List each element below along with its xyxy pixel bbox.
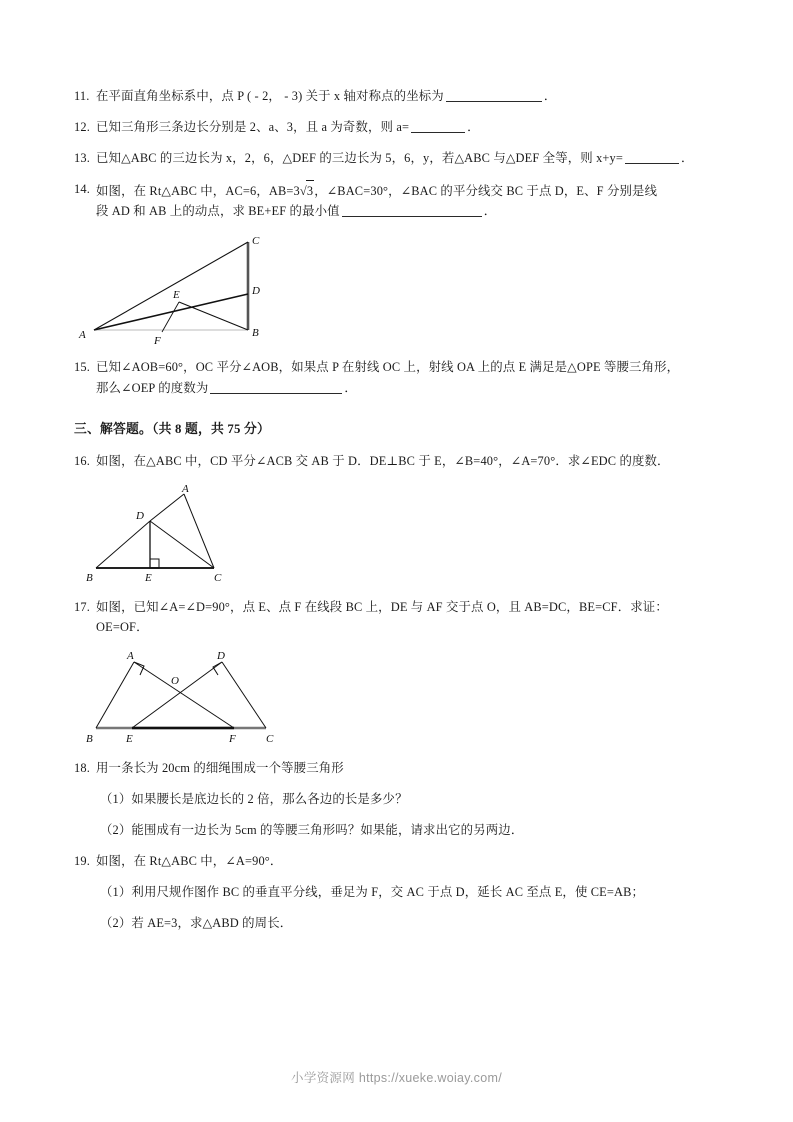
questions-container <box>74 86 719 945</box>
label-f: F <box>229 732 236 745</box>
question-number: 12. <box>74 120 90 135</box>
question-stem: 已知三角形三条边长分别是 2、a、3，且 a 为奇数，则 a= <box>96 120 410 135</box>
right-angle-marker-d <box>213 662 222 675</box>
segment-eb <box>179 302 248 330</box>
label-a: A <box>79 329 86 342</box>
question-text <box>96 179 719 221</box>
figure-question-16 <box>74 482 719 587</box>
question-stem: 在平面直角坐标系中，点 P ( - 2， - 3) 关于 x 轴对称点的坐标为 <box>96 89 444 103</box>
label-c: C <box>214 571 222 584</box>
question-text: 用一条长为 20cm 的细绳围成一个等腰三角形 <box>96 760 344 775</box>
question-stem-part3: 段 AD 和 AB 上的动点，求 BE+EF 的最小值 <box>96 204 340 219</box>
label-e: E <box>173 289 180 302</box>
question-19-sub-1: （1）利用尺规作图作 BC 的垂直平分线，垂足为 F，交 AC 于点 D，延长 AC 至点 E，使 CE=AB； <box>100 885 645 900</box>
question-number: 16. <box>74 453 90 468</box>
segment-ba <box>96 662 134 728</box>
label-c: C <box>252 235 260 248</box>
answer-blank[interactable] <box>446 90 542 102</box>
question-text: 如图，在 Rt△ABC 中，∠A=90°． <box>96 854 283 869</box>
segment-ef <box>162 302 179 332</box>
label-c: C <box>266 732 274 745</box>
label-b: B <box>86 732 93 745</box>
segment-ad <box>94 294 248 330</box>
segment-cd <box>222 662 266 728</box>
question-16 <box>74 451 719 471</box>
question-text <box>96 357 719 397</box>
label-a: A <box>127 649 134 662</box>
footer-url: https://xueke.woiay.com/ <box>358 1071 502 1085</box>
question-17 <box>74 597 719 637</box>
segment-bd <box>96 521 150 568</box>
answer-blank[interactable] <box>342 205 482 217</box>
label-b: B <box>86 571 93 584</box>
question-stem-part1: 如图，在 Rt△ABC 中，AC=6，AB= <box>96 184 294 199</box>
question-number: 15. <box>74 360 90 375</box>
question-stem-part1: 如图，已知∠A=∠D=90°，点 E、点 F 在线段 BC 上，DE 与 AF 交于点 O，且 AB=DC，BE=CF．求证： <box>96 599 668 614</box>
question-stem-part2: ，∠BAC=30°，∠BAC 的平分线交 BC 于点 D，E、F 分别是线 <box>314 184 658 199</box>
question-14 <box>74 179 719 221</box>
question-number: 13. <box>74 151 90 166</box>
question-text <box>96 117 719 137</box>
right-angle-marker <box>150 559 159 568</box>
answer-blank[interactable] <box>411 121 465 133</box>
label-d: D <box>252 285 260 298</box>
answer-blank[interactable] <box>625 152 679 164</box>
question-number: 19. <box>74 854 90 869</box>
question-19-sub-2: （2）若 AE=3，求△ABD 的周长． <box>100 916 293 931</box>
question-stem: 已知△ABC 的三边长为 x，2，6，△DEF 的三边长为 5，6，y，若△ABC 与△DEF 全等，则 x+y= <box>96 151 624 166</box>
question-text <box>96 597 719 637</box>
question-period: ． <box>467 120 480 135</box>
question-18-sub-2: （2）能围成有一边长为 5cm 的等腰三角形吗？如果能，请求出它的另两边． <box>100 823 524 838</box>
question-12 <box>74 117 719 137</box>
question-period: ． <box>543 89 557 103</box>
answer-blank[interactable] <box>210 382 342 394</box>
right-angle-marker-a <box>134 662 144 675</box>
segment-af <box>134 662 234 728</box>
page-footer <box>0 1068 793 1086</box>
sqrt-radicand: 3 <box>306 180 314 201</box>
question-period: ． <box>483 204 497 219</box>
question-15 <box>74 357 719 397</box>
label-d: D <box>217 649 225 662</box>
figure-question-17 <box>74 648 719 748</box>
figure-question-14 <box>74 232 719 347</box>
question-18 <box>74 758 719 778</box>
label-d: D <box>136 509 144 522</box>
question-text <box>96 86 719 106</box>
question-number: 18. <box>74 760 90 775</box>
question-number: 17. <box>74 599 90 614</box>
question-period: ． <box>681 151 694 166</box>
label-a: A <box>182 482 189 495</box>
section-header: 三、解答题。（共 8 题，共 75 分） <box>74 421 270 436</box>
question-11 <box>74 86 719 106</box>
sqrt-expression: 3√3 <box>294 179 315 201</box>
question-19 <box>74 851 719 871</box>
label-o: O <box>171 674 179 687</box>
question-number: 14. <box>74 182 90 197</box>
question-text <box>96 148 719 168</box>
label-e: E <box>126 732 133 745</box>
segment-de <box>132 662 222 728</box>
label-f: F <box>154 335 161 348</box>
segment-da <box>150 494 184 521</box>
label-e: E <box>145 571 152 584</box>
question-number: 11. <box>74 89 90 103</box>
question-period: ． <box>344 380 357 395</box>
question-stem-part1: 已知∠AOB=60°，OC 平分∠AOB，如果点 P 在射线 OC 上，射线 OA 上的点 E 满足是△OPE 等腰三角形， <box>96 360 680 375</box>
footer-site-name: 小学资源网 <box>291 1071 356 1085</box>
question-13 <box>74 148 719 168</box>
question-18-sub-1: （1）如果腰长是底边长的 2 倍，那么各边的长是多少？ <box>100 792 408 807</box>
question-stem-part2: OE=OF． <box>96 619 149 634</box>
question-stem-part2: 那么∠OEP 的度数为 <box>96 380 209 395</box>
label-b: B <box>252 327 259 340</box>
sqrt-coefficient: 3 <box>293 184 300 199</box>
question-text: 如图，在△ABC 中，CD 平分∠ACB 交 AB 于 D．DE⊥BC 于 E，∠B=40°，∠A=70°．求∠EDC 的度数． <box>96 453 670 468</box>
